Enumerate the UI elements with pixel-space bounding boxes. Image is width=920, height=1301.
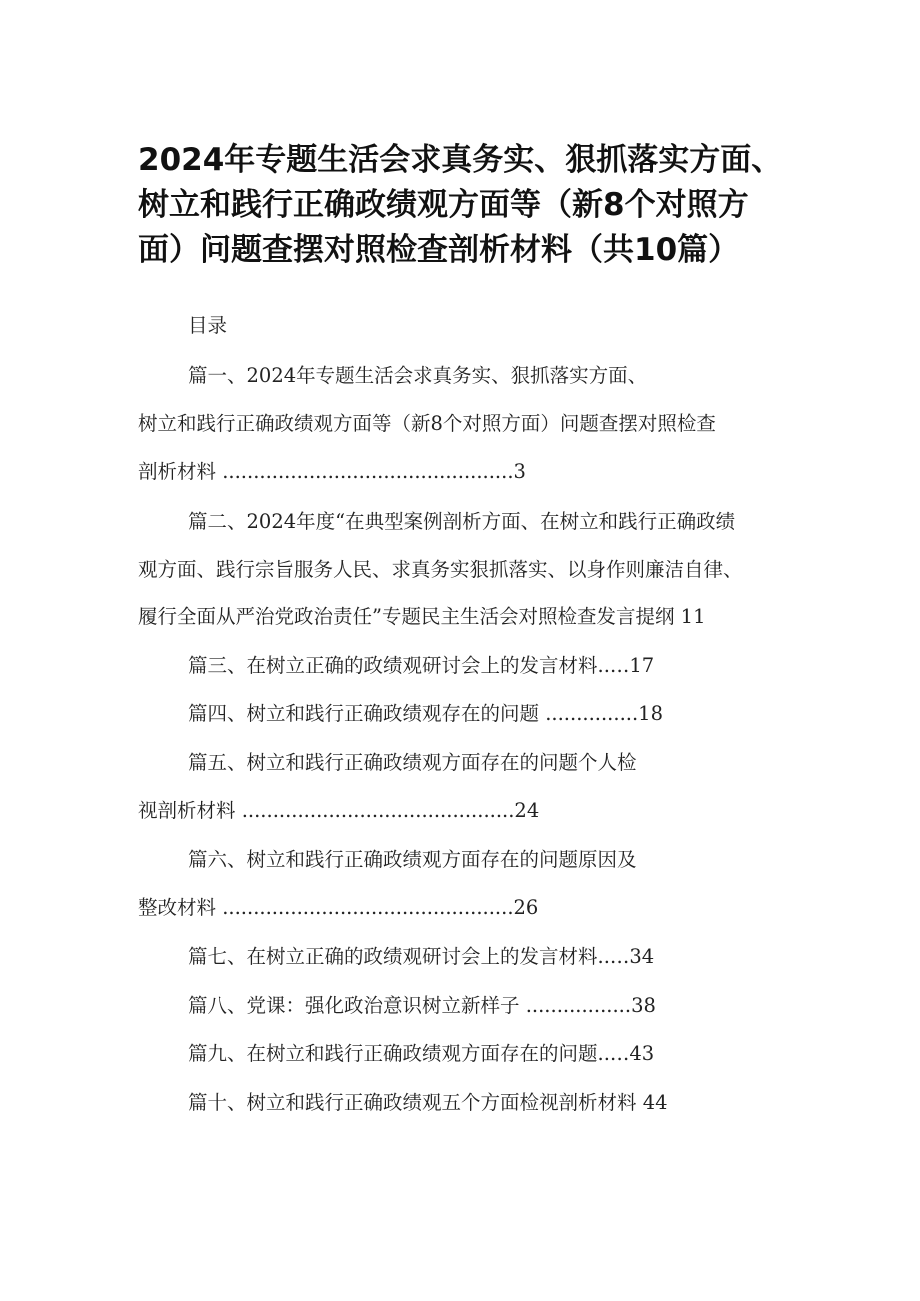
toc-entry-4: 篇四、树立和践行正确政绩观存在的问题 ...............18 <box>188 702 663 725</box>
toc-entry-1-line-1: 篇一、2024年专题生活会求真务实、狠抓落实方面、 <box>188 364 648 387</box>
title-line: 树立和践行正确政绩观方面等（新8个对照方 <box>138 187 749 223</box>
toc-entry-2-line-3: 履行全面从严治党政治责任”专题民主生活会对照检查发言提纲 11 <box>138 605 706 628</box>
title-line: 2024年专题生活会求真务实、狠抓落实方面、 <box>138 142 783 178</box>
title-line: 面）问题查摆对照检查剖析材料（共10篇） <box>138 232 740 268</box>
toc-entry-1-line-3: 剖析材料 ...............................................3 <box>138 460 526 483</box>
toc-entry-10: 篇十、树立和践行正确政绩观五个方面检视剖析材料 44 <box>188 1091 668 1114</box>
toc-entry-1-line-2: 树立和践行正确政绩观方面等（新8个对照方面）问题查摆对照检查 <box>138 412 716 435</box>
toc-entry-2-line-2: 观方面、践行宗旨服务人民、求真务实狠抓落实、以身作则廉洁自律、 <box>138 558 743 581</box>
toc-heading: 目录 <box>188 314 228 337</box>
toc-entry-9: 篇九、在树立和践行正确政绩观方面存在的问题..…43 <box>188 1042 655 1065</box>
toc-entry-5-line-2: 视剖析材料 ............................................24 <box>138 799 540 822</box>
toc-entry-2-line-1: 篇二、2024年度“在典型案例剖析方面、在树立和践行正确政绩 <box>188 510 736 533</box>
toc-entry-8: 篇八、党课：强化政治意识树立新样子 .................38 <box>188 994 656 1017</box>
toc-entry-6-line-2: 整改材料 ...............................................26 <box>138 896 539 919</box>
toc-entry-6-line-1: 篇六、树立和践行正确政绩观方面存在的问题原因及 <box>188 848 637 871</box>
toc-entry-5-line-1: 篇五、树立和践行正确政绩观方面存在的问题个人检 <box>188 751 637 774</box>
toc-entry-7: 篇七、在树立正确的政绩观研讨会上的发言材料..…34 <box>188 945 655 968</box>
toc-entry-3: 篇三、在树立正确的政绩观研讨会上的发言材料..…17 <box>188 654 655 677</box>
document-title <box>138 138 810 273</box>
